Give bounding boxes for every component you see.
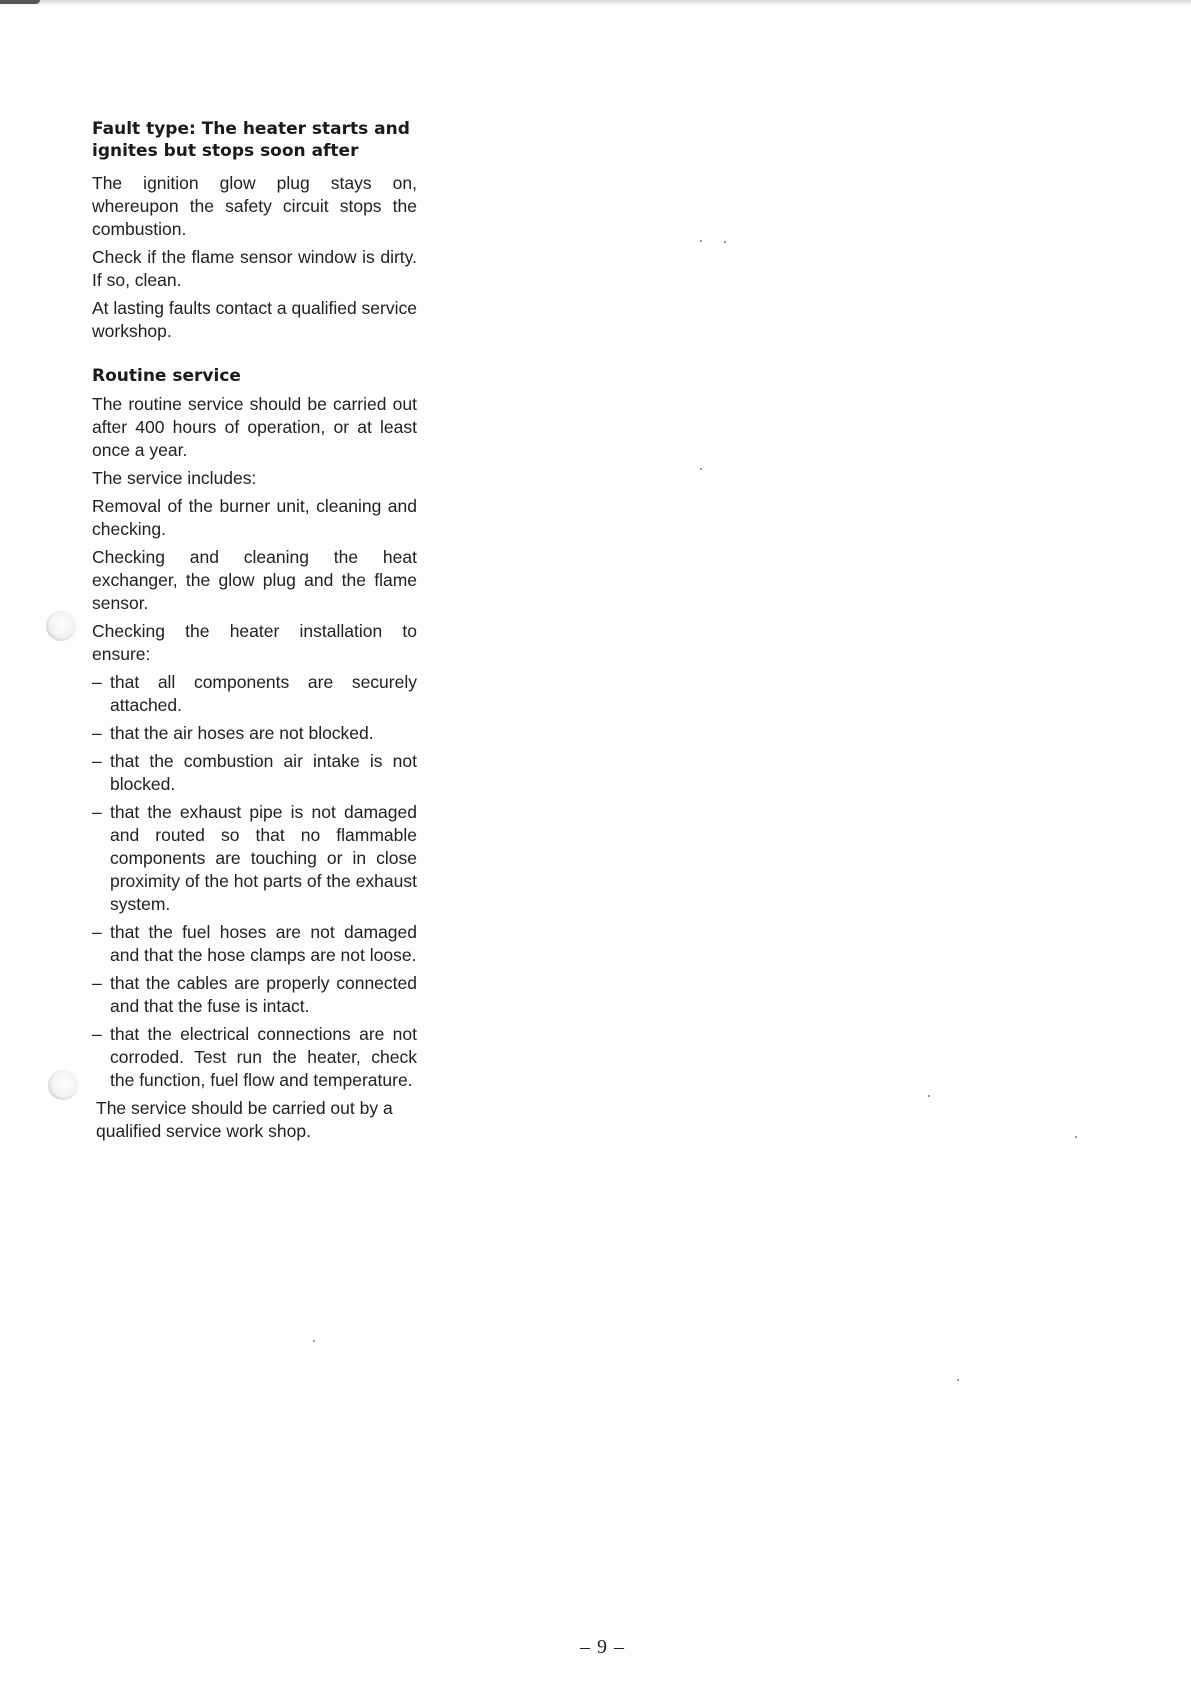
scan-speck [724, 241, 726, 243]
scan-speck [313, 1340, 315, 1342]
punch-hole-lower [48, 1070, 78, 1100]
service-paragraph: Checking the heater installation to ensure: [92, 621, 417, 664]
checklist-item-text: that the electrical connections are not corroded. Test run the heater, check the function, fuel flow and temperature. [110, 1024, 417, 1090]
service-paragraph: The routine service should be carried out after 400 hours of operation, or at least once a year. [92, 394, 417, 460]
checklist-item [92, 972, 417, 1018]
checklist-item [92, 722, 417, 745]
service-paragraph: The service includes: [92, 468, 257, 488]
service-paragraph: Checking and cleaning the heat exchanger, the glow plug and the flame sensor. [92, 547, 417, 613]
scan-corner-mark [0, 0, 40, 4]
scan-speck [1075, 1136, 1077, 1138]
checklist-item-text: that the exhaust pipe is not damaged and routed so that no flammable components are touching or in close proximity of the hot parts of the exhaust system. [110, 802, 417, 914]
checklist-item-text: that the fuel hoses are not damaged and that the hose clamps are not loose. [110, 922, 417, 965]
checklist-item-text: that the cables are properly connected and that the fuse is intact. [110, 973, 417, 1016]
fault-paragraph: Check if the flame sensor window is dirty. If so, clean. [92, 247, 417, 290]
punch-hole-upper [46, 611, 76, 641]
checklist-item-text: that the air hoses are not blocked. [110, 723, 374, 743]
service-heading: Routine service [92, 366, 241, 386]
service-closing: The service should be carried out by a qualified service work shop. [96, 1098, 393, 1141]
dash-bullet: – [92, 672, 102, 692]
checklist-item [92, 671, 417, 717]
fault-paragraph: At lasting faults contact a qualified service workshop. [92, 298, 417, 341]
scan-top-edge [0, 0, 1191, 6]
page-number: – 9 – [580, 1636, 625, 1658]
checklist-item-text: that all components are securely attached. [110, 672, 417, 715]
dash-bullet: – [92, 802, 102, 822]
scan-speck [700, 240, 702, 242]
text-column [92, 118, 417, 1143]
checklist-item [92, 750, 417, 796]
checklist-item-text: that the combustion air intake is not blocked. [110, 751, 417, 794]
dash-bullet: – [92, 751, 102, 771]
checklist-item [92, 801, 417, 916]
scan-speck [700, 468, 702, 470]
dash-bullet: – [92, 922, 102, 942]
checklist-item [92, 921, 417, 967]
scan-speck [928, 1095, 930, 1097]
fault-paragraph: The ignition glow plug stays on, whereupon the safety circuit stops the combustion. [92, 173, 417, 239]
fault-heading: Fault type: The heater starts and ignites but stops soon after [92, 119, 410, 161]
service-paragraph: Removal of the burner unit, cleaning and checking. [92, 496, 417, 539]
dash-bullet: – [92, 973, 102, 993]
dash-bullet: – [92, 1024, 102, 1044]
checklist-item [92, 1023, 417, 1092]
dash-bullet: – [92, 723, 102, 743]
scan-speck [957, 1379, 959, 1381]
service-checklist [92, 671, 417, 1092]
